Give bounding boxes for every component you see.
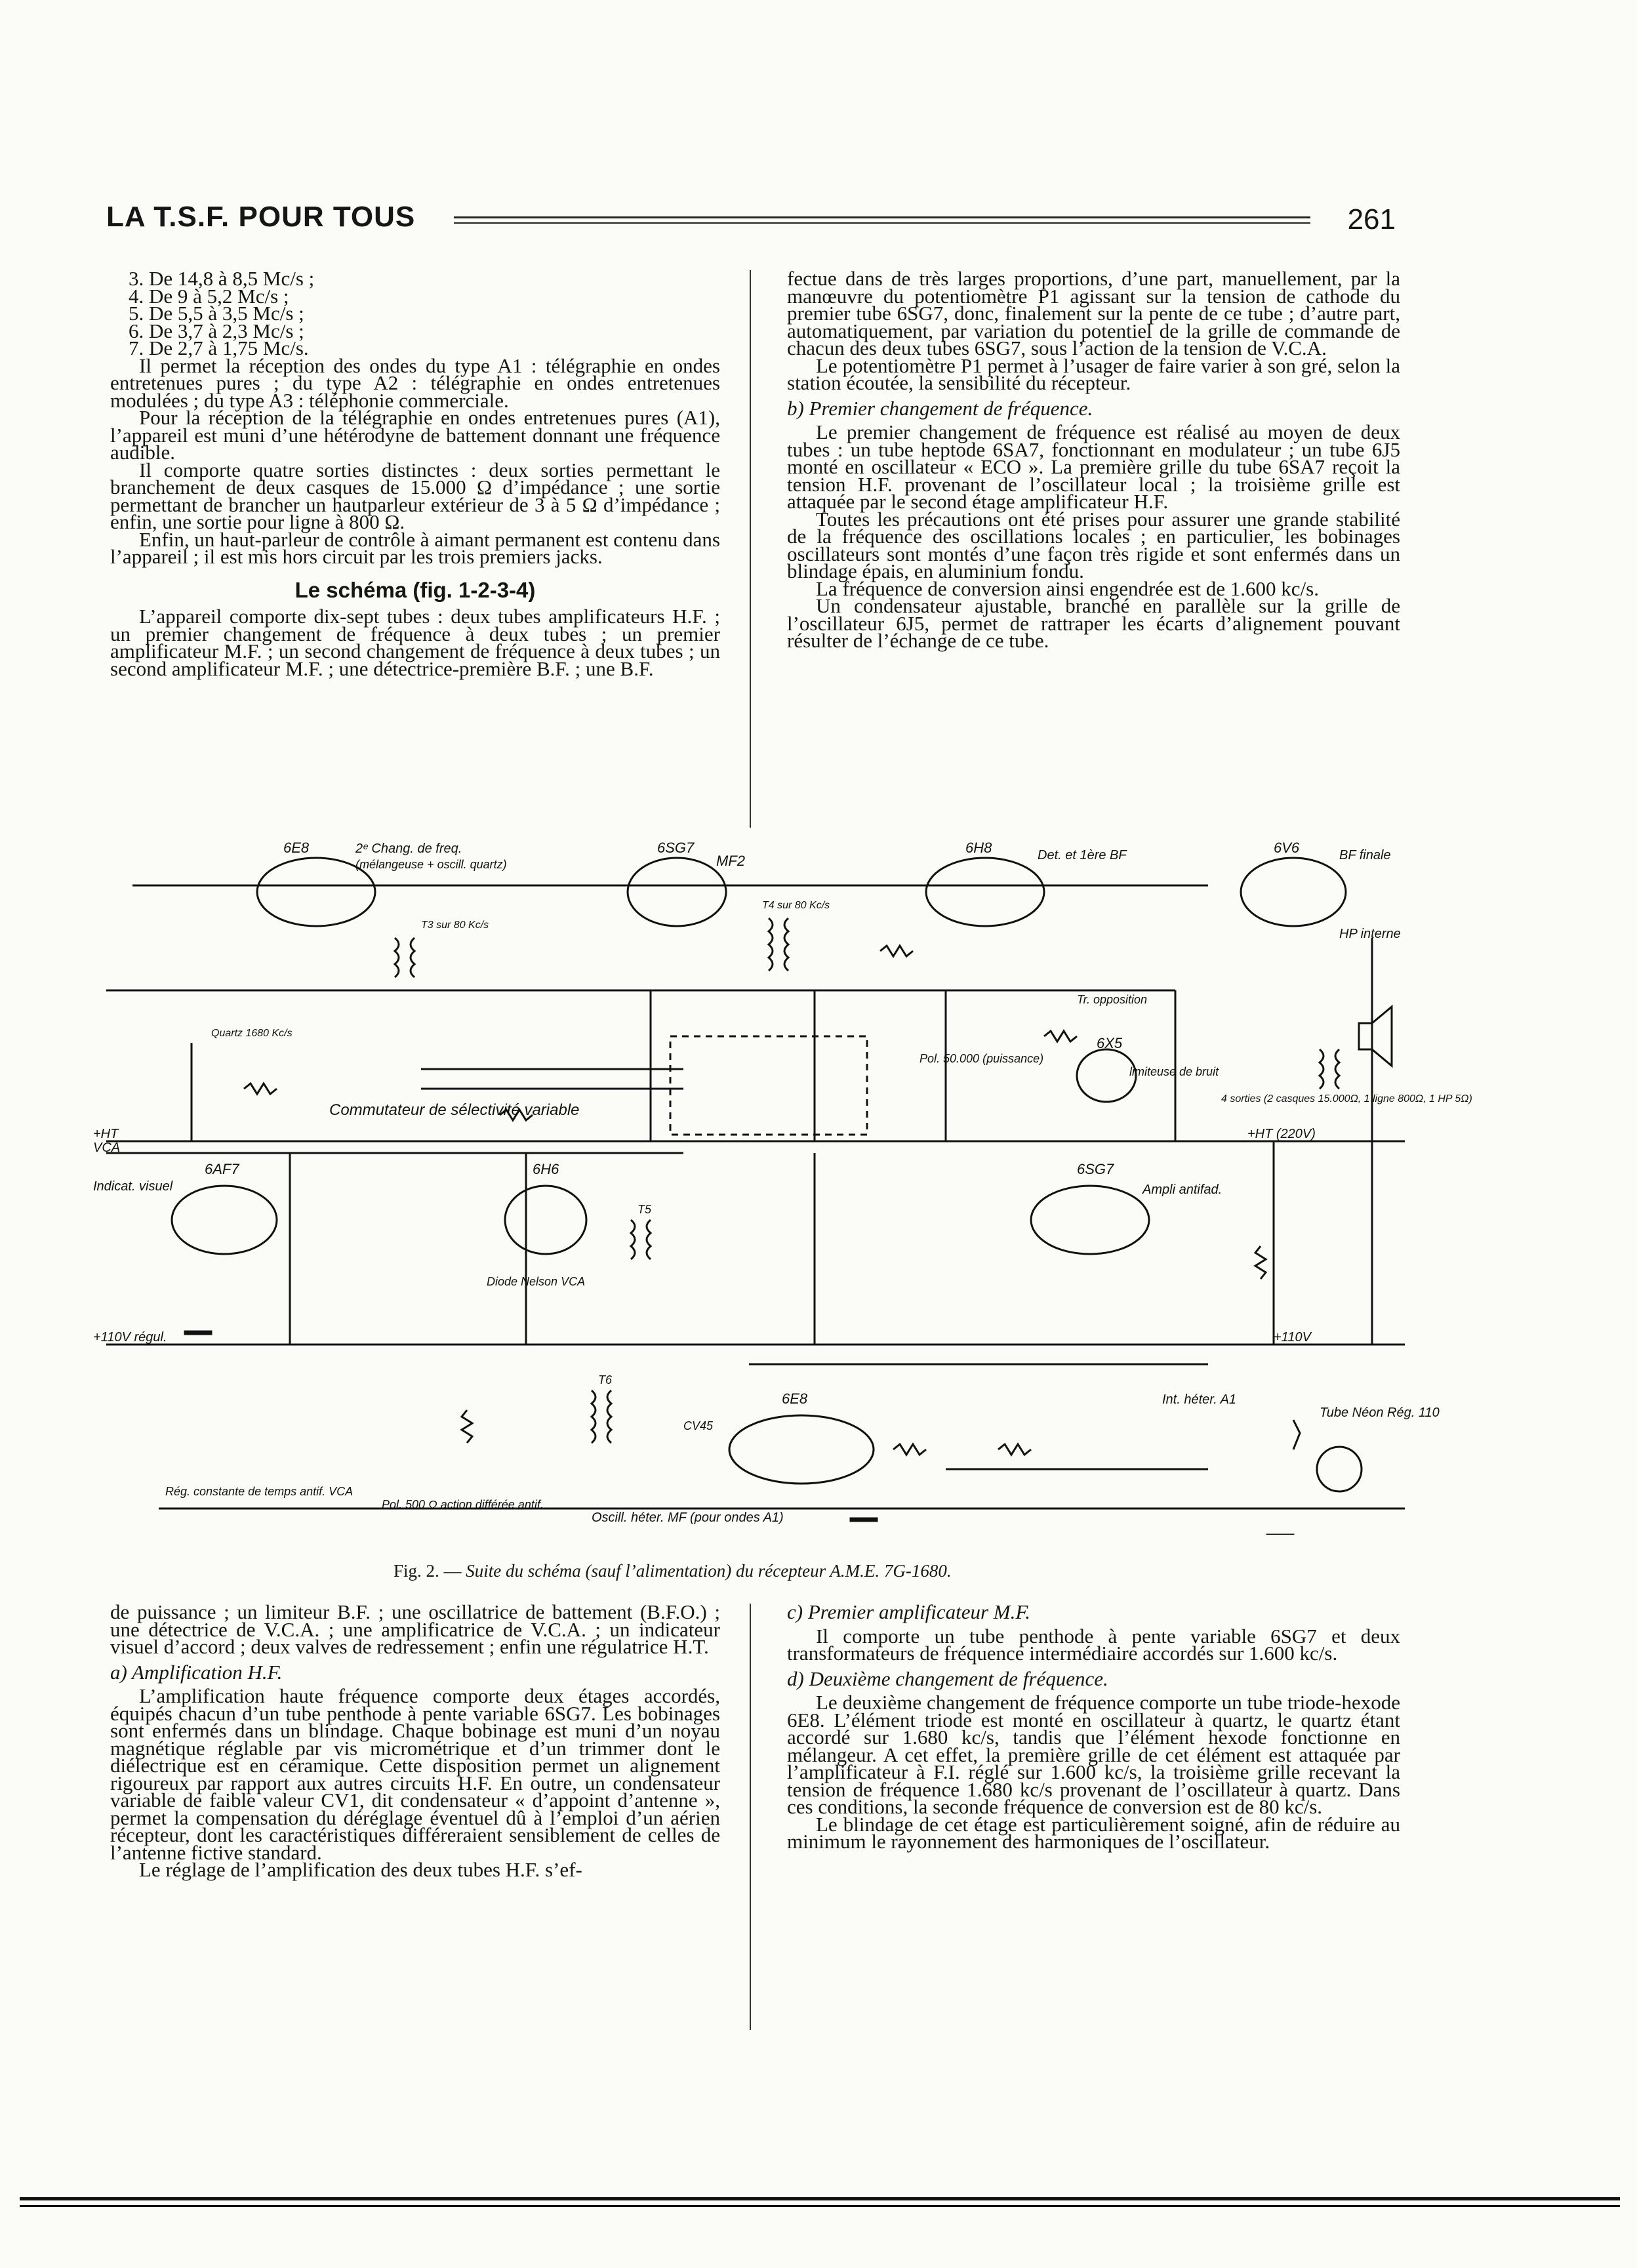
label-hetero: Oscill. héter. MF (pour ondes A1) bbox=[592, 1510, 784, 1525]
label-det: Det. et 1ère BF bbox=[1038, 848, 1127, 862]
label-ht220: +HT (220V) bbox=[1247, 1127, 1316, 1141]
bottom-left-column bbox=[110, 1600, 720, 1881]
paragraph: Un condensateur ajustable, branché en parallèle sur la grille de l’oscillateur 6J5, permet de rattraper les écarts d’alignement pouvant résulter de l’échange de ce tube. bbox=[787, 594, 1400, 652]
paragraph: Le réglage de l’amplification des deux tubes H.F. s’ef- bbox=[139, 1858, 582, 1881]
label-vca: VCA bbox=[93, 1141, 121, 1155]
paragraph: Il comporte un tube penthode à pente variable 6SG7 et deux transformateurs de fréquence intermédiaire accordés sur 1.600 kc/s. bbox=[787, 1624, 1400, 1665]
top-right-column bbox=[787, 267, 1400, 652]
bottom-rule bbox=[20, 2197, 1620, 2200]
top-left-column bbox=[110, 267, 720, 680]
label-inter: Int. héter. A1 bbox=[1162, 1392, 1237, 1407]
paragraph: Pour la réception de la télégraphie en ondes entretenues pures (A1), l’appareil est muni d’une hétérodyne de battement donnant une fréquence audible. bbox=[110, 406, 720, 464]
page-number: 261 bbox=[1347, 203, 1396, 235]
paragraph: Le potentiomètre P1 permet à l’usager de faire varier à son gré, selon la station écoutée, la sensibilité du récepteur. bbox=[787, 354, 1400, 394]
label-sorties: 4 sorties (2 casques 15.000Ω, 1 ligne 800Ω, 1 HP 5Ω) bbox=[1221, 1093, 1472, 1104]
caption-prefix: Fig. 2. — bbox=[394, 1561, 462, 1581]
list-item: 5. De 5,5 à 3,5 Mc/s ; bbox=[129, 302, 304, 325]
tube-6e8-second bbox=[729, 1415, 874, 1484]
label-limiteuse: limiteuse de bruit bbox=[1129, 1065, 1219, 1078]
label-ampli: Ampli antifad. bbox=[1142, 1183, 1223, 1197]
label-ht: +HT bbox=[93, 1127, 119, 1141]
label-6v6: 6V6 bbox=[1274, 840, 1300, 856]
header-rule bbox=[454, 216, 1310, 224]
label-indicateur: Indicat. visuel bbox=[93, 1179, 173, 1194]
label-6h6: 6H6 bbox=[533, 1161, 559, 1177]
label-6x5: 6X5 bbox=[1097, 1035, 1123, 1051]
tube-6sg7-mf2 bbox=[628, 858, 726, 926]
label-cv: CV45 bbox=[683, 1419, 714, 1432]
label-mf2: MF2 bbox=[716, 853, 745, 869]
section-heading: Le schéma (fig. 1-2-3-4) bbox=[294, 577, 536, 602]
selectivity-switch bbox=[670, 1036, 867, 1135]
tube-6x5 bbox=[1077, 1049, 1136, 1102]
figure-caption bbox=[394, 1561, 952, 1581]
label-pol: Pol. 50.000 (puissance) bbox=[920, 1052, 1044, 1065]
label-reg: Rég. constante de temps antif. VCA bbox=[165, 1485, 354, 1498]
label-6sg7-ampli: 6SG7 bbox=[1077, 1161, 1114, 1177]
label-t5: T5 bbox=[637, 1203, 652, 1216]
schematic-drawing bbox=[93, 840, 1536, 1535]
label-quartz: Quartz 1680 Kc/s bbox=[211, 1028, 293, 1039]
list-item: 4. De 9 à 5,2 Mc/s ; bbox=[129, 284, 289, 308]
label-6h8: 6H8 bbox=[965, 840, 992, 856]
tube-6af7 bbox=[172, 1186, 277, 1254]
tube-6h6 bbox=[505, 1186, 586, 1254]
tube-6sg7-ampli bbox=[1031, 1186, 1149, 1254]
neon-regulator-tube bbox=[1317, 1447, 1362, 1491]
label-6e8: 6E8 bbox=[283, 840, 310, 856]
paragraph: Enfin, un haut-parleur de contrôle à aimant permanent est contenu dans l’appareil ; il est mis hors circuit par les trois premiers jacks. bbox=[110, 527, 720, 568]
column-separator bbox=[750, 270, 751, 828]
bottom-right-column bbox=[787, 1600, 1400, 1853]
paragraph: Le blindage de cet étage est particulièrement soigné, afin de réduire au minimum le rayonnement des harmoniques de l’oscillateur. bbox=[787, 1812, 1400, 1853]
label-6af7: 6AF7 bbox=[205, 1161, 239, 1177]
running-header bbox=[106, 201, 1396, 240]
list-item: 3. De 14,8 à 8,5 Mc/s ; bbox=[129, 267, 315, 290]
paragraph: La fréquence de conversion ainsi engendrée est de 1.600 kc/s. bbox=[816, 577, 1319, 600]
label-diode: Diode Nelson VCA bbox=[487, 1275, 586, 1288]
subsection-heading: b) Premier changement de fréquence. bbox=[787, 396, 1093, 420]
paragraph: Il comporte quatre sorties distinctes : deux sorties permettant le branchement de deux casques de 15.000 Ω d’impédance ; une sortie permettant de brancher un hautparleur extérieur de 3 à 5 Ω d’impédance ; enfin, une sortie pour ligne à 800 Ω. bbox=[110, 458, 720, 533]
tube-6h8 bbox=[926, 858, 1044, 926]
tube-6v6 bbox=[1241, 858, 1346, 926]
paragraph: Toutes les précautions ont été prises pour assurer une grande stabilité de la fréquence des oscillations locales ; en particulier, les bobinages oscillateurs sont montés d’une façon très rigide et sont enfermés dans un blindage épais, en aluminium fondu. bbox=[787, 507, 1400, 582]
label-t4: T4 sur 80 Kc/s bbox=[762, 900, 830, 911]
frequency-band-list bbox=[110, 267, 720, 359]
subsection-heading: a) Amplification H.F. bbox=[110, 1660, 283, 1684]
label-t3: T3 sur 80 Kc/s bbox=[421, 920, 489, 931]
label-6e8-second: 6E8 bbox=[782, 1390, 808, 1407]
subsection-heading: c) Premier amplificateur M.F. bbox=[787, 1600, 1031, 1623]
label-neon: Tube Néon Rég. 110 bbox=[1320, 1406, 1440, 1420]
label-t6: T6 bbox=[598, 1373, 613, 1387]
label-tr-opposition: Tr. opposition bbox=[1077, 993, 1148, 1006]
label-melang: (mélangeuse + oscill. quartz) bbox=[355, 858, 507, 871]
label-6sg7: 6SG7 bbox=[657, 840, 695, 856]
label-110v-regul: +110V régul. bbox=[93, 1330, 167, 1345]
paragraph: Il permet la réception des ondes du type A1 : télégraphie en ondes entretenues pures ; du type A2 : télégraphie en ondes entretenues modulées ; du type A3 : téléphonie commerciale. bbox=[110, 354, 720, 412]
list-item: 6. De 3,7 à 2,3 Mc/s ; bbox=[129, 319, 304, 342]
paragraph: L’appareil comporte dix-sept tubes : deux tubes amplificateurs H.F. ; un premier changement de fréquence à deux tubes ; un premier amplificateur M.F. ; un second changement de fréquence à deux tubes ; un second amplificateur M.F. ; une détectrice-première B.F. ; une B.F. bbox=[110, 605, 720, 680]
list-item: 7. De 2,7 à 1,75 Mc/s. bbox=[129, 336, 309, 359]
label-chang: 2ᵉ Chang. de freq. bbox=[355, 841, 462, 856]
label-commutateur: Commutateur de sélectivité variable bbox=[329, 1101, 580, 1119]
label-pot: Pol. 500 Ω action différée antif. bbox=[382, 1498, 544, 1511]
paragraph: fectue dans de très larges proportions, d’une part, manuellement, par la manœuvre du potentiomètre P1 agissant sur la tension de cathode du premier tube 6SG7, donc, finalement sur la pente de ce tube ; d’autre part, automatiquement, par variation du potentiel de la grille de commande de chacun des deux tubes 6SG7, sous l’action de la tension de V.C.A. bbox=[787, 267, 1400, 359]
caption-text: Suite du schéma (sauf l’alimentation) du récepteur A.M.E. 7G-1680. bbox=[466, 1561, 952, 1581]
label-bf: BF finale bbox=[1339, 848, 1391, 862]
label-110v: +110V bbox=[1274, 1330, 1311, 1345]
label-hp: HP interne bbox=[1339, 927, 1401, 941]
bottom-rule bbox=[20, 2205, 1620, 2207]
paragraph: Le deuxième changement de fréquence comporte un tube triode-hexode 6E8. L’élément triode est monté en oscillateur à quartz, le quartz étant accordé sur 1.680 kc/s, tandis que l’élément hexode fonctionne en mélangeur. A cet effet, la première grille de cet élément est attaquée par l’amplificateur à F.I. réglé sur 1.600 kc/s, la troisième grille recevant la tension de fréquence 1.680 kc/s provenant de l’oscillateur à quartz. Dans ces conditions, la seconde fréquence de conversion est de 80 kc/s. bbox=[787, 1691, 1400, 1818]
subsection-heading: d) Deuxième changement de fréquence. bbox=[787, 1667, 1108, 1690]
column-separator bbox=[750, 1604, 751, 2030]
paragraph: de puissance ; un limiteur B.F. ; une oscillatrice de battement (B.F.O.) ; une détectrice de V.C.A. ; une amplificatrice de V.C.A. ; un indicateur visuel d’accord ; deux valves de redressement ; enfin une régulatrice H.T. bbox=[110, 1600, 720, 1658]
journal-title: LA T.S.F. POUR TOUS bbox=[106, 201, 416, 233]
paragraph: L’amplification haute fréquence comporte deux étages accordés, équipés chacun d’un tube penthode à pente variable 6SG7. Les bobinages sont enfermés dans un blindage. Chaque bobinage est muni d’un noyau magnétique réglable par vis micrométrique et d’un trimmer dont le diélectrique est en céramique. Cette disposition permet un alignement rigoureux par rapport aux autres circuits H.F. En outre, un condensateur variable de faible valeur CV1, dit condensateur « d’appoint d’antenne », permet la compensation du déréglage éventuel dû à l’emploi d’un aérien récepteur, dont les caractéristiques différeraient sensiblement de celles de l’antenne fictive standard. bbox=[110, 1684, 720, 1864]
circuit-schematic-figure bbox=[93, 840, 1536, 1535]
paragraph: Le premier changement de fréquence est réalisé au moyen de deux tubes : un tube heptode 6SA7, fonctionnant en modulateur ; un tube 6J5 monté en oscillateur « ECO ». La première grille du tube 6SA7 reçoit la tension H.F. provenant de l’oscillateur local ; la troisième grille est attaquée par le second étage amplificateur H.F. bbox=[787, 420, 1400, 513]
